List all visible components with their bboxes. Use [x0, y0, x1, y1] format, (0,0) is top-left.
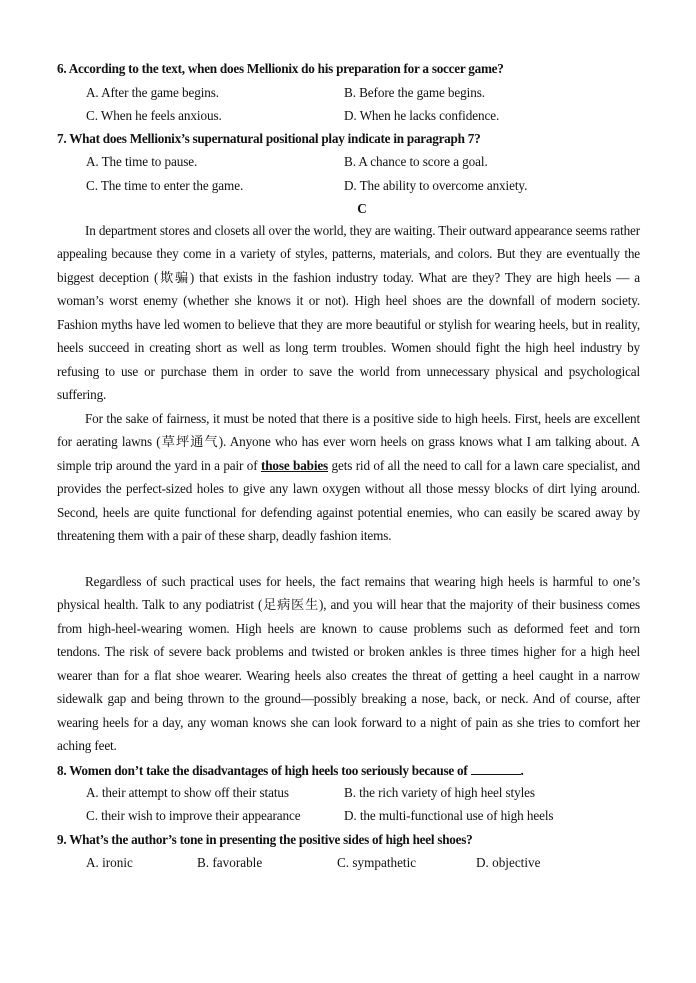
question-9: 9. What’s the author’s tone in presenting the positive sides of high heel shoes?	[57, 832, 473, 847]
q9-option-b: B. favorable	[197, 855, 263, 870]
q8-option-d: D. the multi-functional use of high heels	[344, 808, 554, 823]
paragraph-2-text-start: For the sake of fairness, it must be noted that there is a positive side to high heels. First, heels are excellent for aerating lawns (草坪通气). Anyone who has ever worn heels on grass knows what I am talking about. A simple trip around the yard in a pair of	[57, 411, 640, 473]
q8-text: 8. Women don’t take the disadvantages of high heels too seriously because of	[57, 763, 468, 778]
passage-paragraph-1: In department stores and closets all over the world, they are waiting. Their outward appearance seems rather appealing because they come in a variety of styles, patterns, materials, and colors. But they are eventually the biggest deception (欺骗) that exists in the fashion industry today. What are they? They are high heels — a woman’s worst enemy (whether she knows it or not). High heel shoes are the downfall of modern society. Fashion myths have led women to believe that they are more beautiful or stylish for wearing heels, but in reality, heels succeed in creating short as well as long term troubles. Women should fight the high heel industry by refusing to use or purchase them in order to save the world from unnecessary physical and psychological suffering.	[57, 223, 640, 403]
underlined-phrase: those babies	[260, 457, 329, 473]
q7-option-a: A. The time to pause.	[86, 154, 198, 169]
q8-text-end: .	[520, 763, 524, 778]
q7-option-b: B. A chance to score a goal.	[344, 154, 488, 169]
q8-option-a: A. their attempt to show off their status	[86, 785, 289, 800]
q6-option-d: D. When he lacks confidence.	[344, 108, 500, 123]
q7-option-c: C. The time to enter the game.	[86, 178, 244, 193]
question-6: 6. According to the text, when does Mellionix do his preparation for a soccer game?	[57, 61, 504, 76]
section-label: C	[357, 201, 367, 216]
q9-option-c: C. sympathetic	[337, 855, 417, 870]
q9-option-d: D. objective	[476, 855, 541, 870]
passage-paragraph-3: Regardless of such practical uses for heels, the fact remains that wearing high heels is harmful to one’s physical health. Talk to any podiatrist (足病医生), and you will hear that the majority of their business comes from high-heel-wearing women. High heels are known to cause problems such as deformed feet and torn tendons. The risk of severe back problems and twisted or broken ankles is three times higher for a high heel wearer than for a flat shoe wearer. Wearing heels also creates the threat of getting a heel caught in a narrow sidewalk gap and being thrown to the ground—possibly breaking a nose, back, or neck. And of course, after wearing heels for a day, any woman knows she can look forward to a night of pain as she tries to comfort her aching feet.	[57, 574, 640, 754]
passage-paragraph-2	[57, 407, 640, 548]
q8-option-c: C. their wish to improve their appearance	[86, 808, 301, 823]
q9-option-a: A. ironic	[86, 855, 133, 870]
q8-option-b: B. the rich variety of high heel styles	[344, 785, 535, 800]
answer-blank	[471, 762, 521, 775]
question-8	[57, 762, 647, 779]
q6-option-c: C. When he feels anxious.	[86, 108, 222, 123]
question-7: 7. What does Mellionix’s supernatural positional play indicate in paragraph 7?	[57, 131, 481, 146]
q6-option-a: A. After the game begins.	[86, 85, 219, 100]
q7-option-d: D. The ability to overcome anxiety.	[344, 178, 528, 193]
q6-option-b: B. Before the game begins.	[344, 85, 485, 100]
paragraph-2-text-end: gets rid of all the need to call for a lawn care specialist, and provides the perfect-sized holes to give any lawn oxygen without all those messy blocks of dirt lying around. Second, heels are quite functional for defending against potential enemies, who can easily be scared away by threatening them with a pair of these sharp, deadly fashion items.	[57, 457, 641, 544]
